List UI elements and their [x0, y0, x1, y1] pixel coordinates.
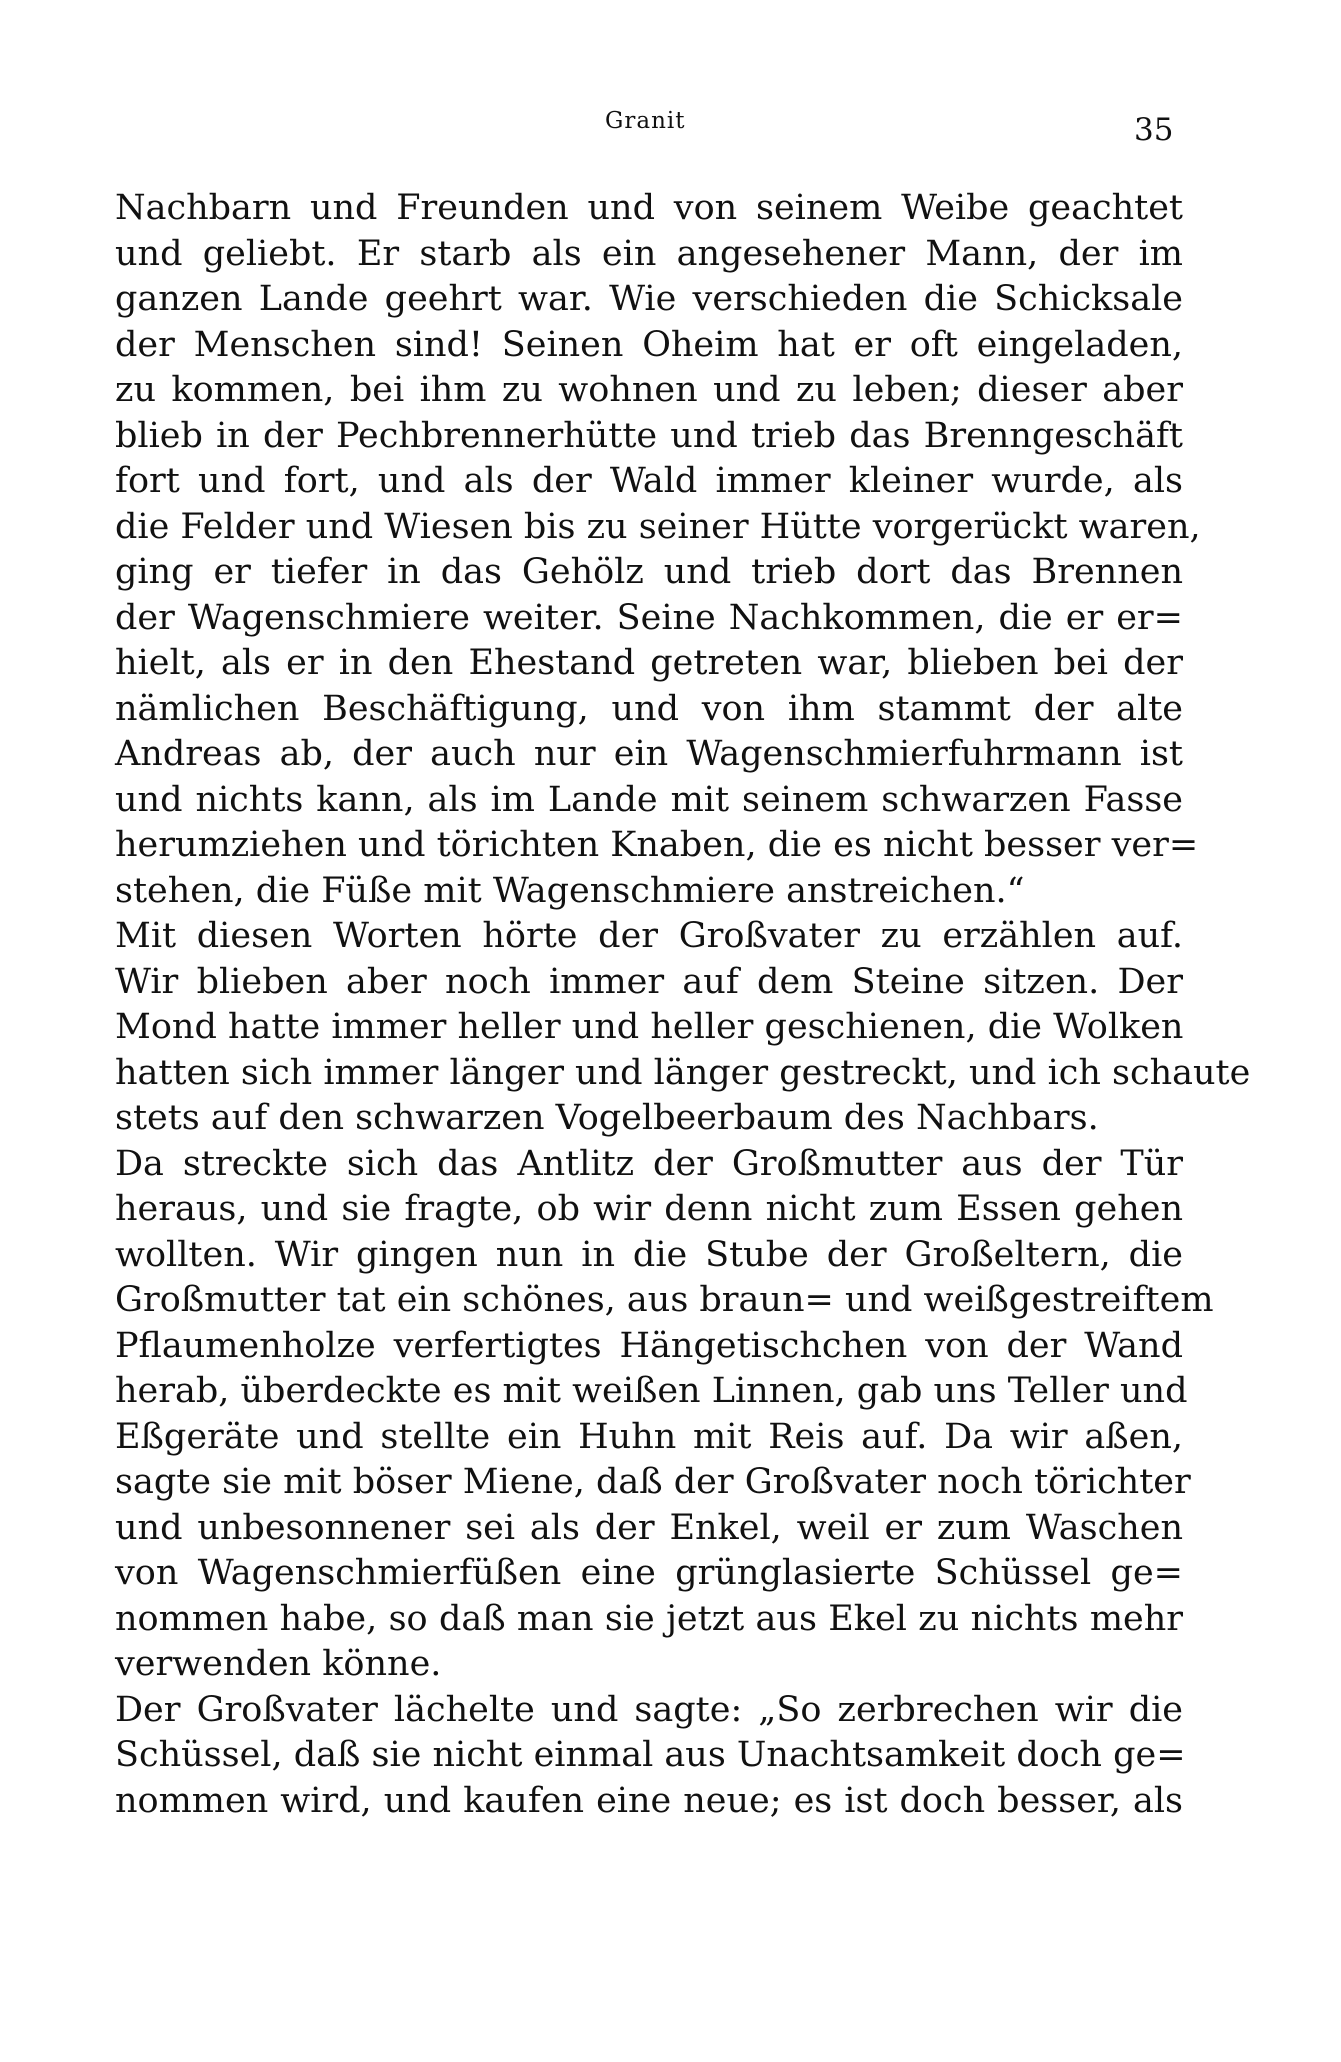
text-line: nommen wird, und kaufen eine neue; es ist doch besser, als [115, 1780, 1183, 1821]
text-line: und geliebt. Er starb als ein angesehener Mann, der im [115, 233, 1183, 274]
running-head [0, 108, 1341, 148]
text-line: Pflaumenholze verfertigtes Hängetischchen von der Wand [115, 1325, 1183, 1366]
text-line: ganzen Lande geehrt war. Wie verschieden die Schicksale [115, 279, 1183, 319]
text-line: Nachbarn und Freunden und von seinem Weibe geachtet [115, 188, 1183, 228]
text-line: hielt, als er in den Ehestand getreten war, blieben bei der [115, 643, 1183, 683]
text-line: Schüssel, daß sie nicht einmal aus Unachtsamkeit doch ge= [115, 1735, 1186, 1775]
body-text [115, 186, 1251, 1824]
text-line: Andreas ab, der auch nur ein Wagenschmierfuhrmann ist [115, 734, 1183, 774]
text-line: der Wagenschmiere weiter. Seine Nachkommen, die er er= [115, 597, 1183, 638]
text-line: nommen habe, so daß man sie jetzt aus Ekel zu nichts mehr [115, 1598, 1183, 1639]
text-line: stets auf den schwarzen Vogelbeerbaum des Nachbars. [115, 1098, 1099, 1138]
text-line: Eßgeräte und stellte ein Huhn mit Reis auf. Da wir aßen, [115, 1416, 1183, 1457]
text-line: Wir blieben aber noch immer auf dem Steine sitzen. Der [115, 961, 1183, 1002]
text-line: nämlichen Beschäftigung, und von ihm stammt der alte [115, 688, 1183, 729]
text-line: blieb in der Pechbrennerhütte und trieb das Brenngeschäft [115, 415, 1183, 456]
text-line: verwenden könne. [115, 1644, 442, 1684]
text-line: und nichts kann, als im Lande mit seinem schwarzen Fasse [115, 779, 1183, 820]
text-line: herab, überdeckte es mit weißen Linnen, gab uns Teller und [115, 1371, 1188, 1411]
text-line: und unbesonnener sei als der Enkel, weil er zum Waschen [115, 1507, 1183, 1548]
text-line: sagte sie mit böser Miene, daß der Großvater noch törichter [115, 1462, 1191, 1502]
text-line: ging er tiefer in das Gehölz und trieb dort das Brennen [115, 552, 1183, 592]
text-line: hatten sich immer länger und länger gestreckt, und ich schaute [115, 1052, 1251, 1093]
text-line: zu kommen, bei ihm zu wohnen und zu leben; dieser aber [115, 370, 1183, 410]
text-line: stehen, die Füße mit Wagenschmiere anstreichen.“ [115, 870, 1025, 911]
text-line: Großmutter tat ein schönes, aus braun= und weißgestreiftem [115, 1280, 1214, 1320]
text-line: heraus, und sie fragte, ob wir denn nicht zum Essen gehen [115, 1189, 1183, 1229]
running-head-title: Granit [605, 108, 686, 134]
text-line: Der Großvater lächelte und sagte: „So zerbrechen wir die [115, 1689, 1183, 1730]
text-line: Da streckte sich das Antlitz der Großmutter aus der Tür [115, 1143, 1183, 1184]
page-number: 35 [1134, 112, 1174, 148]
text-line: Mit diesen Worten hörte der Großvater zu erzählen auf. [115, 916, 1183, 956]
text-line: der Menschen sind! Seinen Oheim hat er oft eingeladen, [115, 324, 1183, 365]
text-line: fort und fort, und als der Wald immer kleiner wurde, als [115, 461, 1183, 501]
text-line: herumziehen und törichten Knaben, die es nicht besser ver= [115, 825, 1199, 865]
text-line: wollten. Wir gingen nun in die Stube der Großeltern, die [115, 1234, 1183, 1275]
text-line: Mond hatte immer heller und heller geschienen, die Wolken [115, 1007, 1184, 1047]
text-line: die Felder und Wiesen bis zu seiner Hütte vorgerückt waren, [115, 506, 1201, 547]
text-line: von Wagenschmierfüßen eine grünglasierte Schüssel ge= [115, 1553, 1183, 1593]
